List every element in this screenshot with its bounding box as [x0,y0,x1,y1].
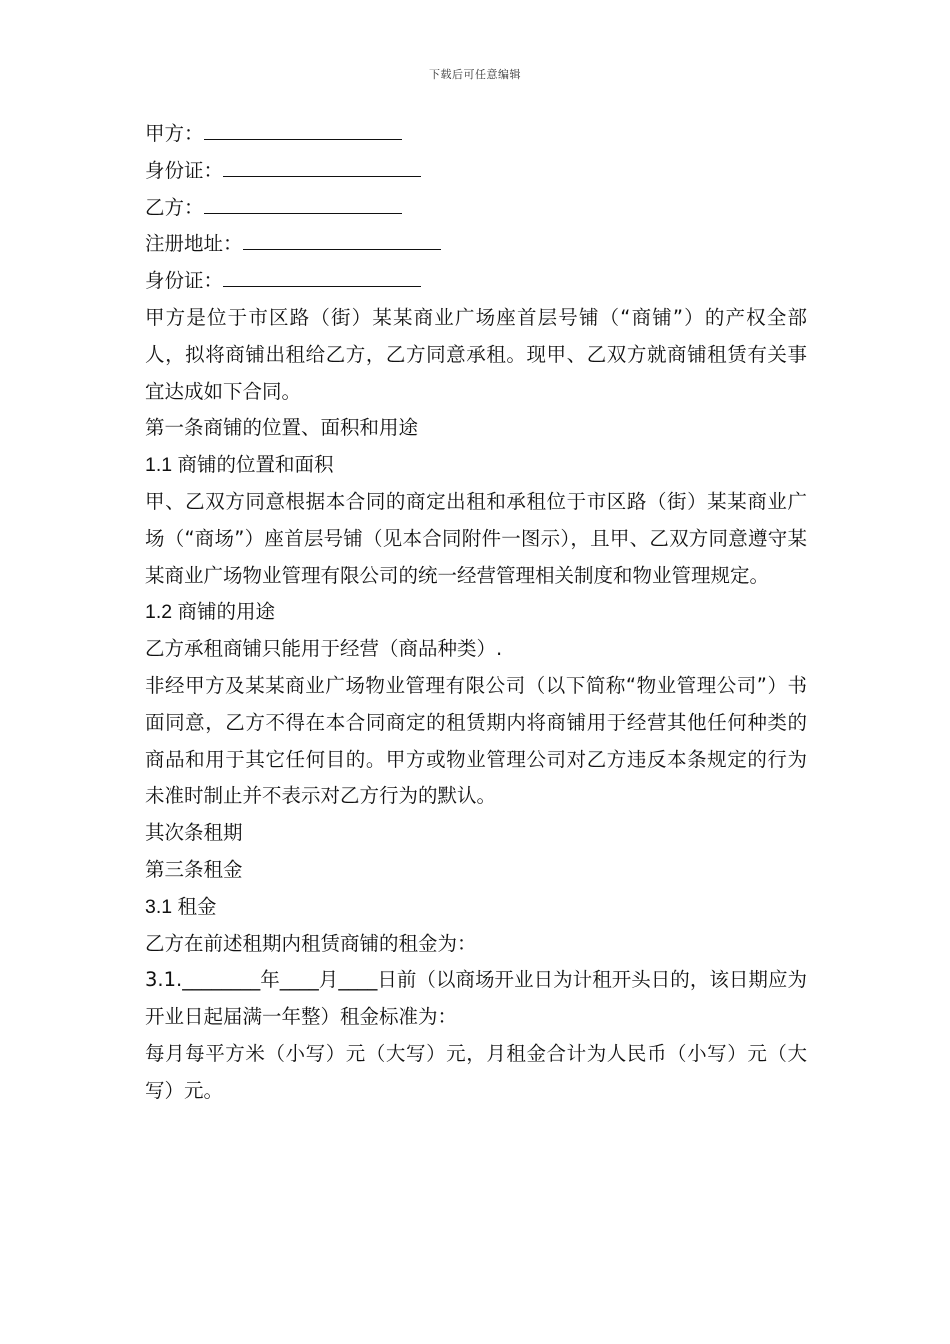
registered-address-field [145,226,807,263]
party-a-id-label: 身份证： [145,158,224,182]
party-a-label: 甲方： [145,122,204,145]
section-1-2-text-b: 非经甲方及某某商业广场物业管理有限公司（以下简称“物业管理公司”）书面同意，乙方不得在本合同商定的租赁期内将商铺用于经营其他任何种类的商品和用于其它任何目的。甲方或物业管理公司对乙方违反本条规定的行为未准时制止并不表示对乙方行为的默认。 [145,673,807,808]
party-b-field [145,190,807,227]
registered-address-label: 注册地址： [145,232,243,256]
header-note: 下载后可任意编辑 [429,68,521,81]
section-1-2-text-a: 乙方承租商铺只能用于经营（商品种类）. [145,637,503,661]
party-b-blank[interactable] [204,191,402,214]
section-3-1-1-text: 3.1.________年____月____日前（以商场开业日为计租开头日的，该日期应为开业日起届满一年整）租金标准为： [145,968,807,1029]
party-b-id-label: 身份证： [145,269,224,293]
article-2-title: 其次条租期 [145,821,243,845]
party-a-id-blank[interactable] [223,154,421,177]
party-b-id-blank[interactable] [223,264,421,287]
intro-paragraph: 甲方是位于市区路（街）某某商业广场座首层号铺（“商铺”）的产权全部人，拟将商铺出租给乙方，乙方同意承租。现甲、乙双方就商铺租赁有关事宜达成如下合同。 [145,305,807,403]
section-3-1-title: 3.1 租金 [145,895,217,918]
contract-body [145,116,807,1110]
party-b-label: 乙方： [145,195,204,219]
section-3-1-1-rate: 每月每平方米（小写）元（大写）元，月租金合计为人民币（小写）元（大写）元。 [145,1041,807,1102]
party-a-blank[interactable] [204,117,402,140]
article-1-title: 第一条商铺的位置、面积和用途 [145,416,419,440]
party-a-field [145,116,807,153]
party-b-id-field [145,263,807,300]
section-1-1-text: 甲、乙双方同意根据本合同的商定出租和承租位于市区路（街）某某商业广场（“商场”）座首层号铺（见本合同附件一图示），且甲、乙双方同意遵守某某商业广场物业管理有限公司的统一经营管理相关制度和物业管理规定。 [145,489,807,587]
article-3-title: 第三条租金 [145,857,243,881]
registered-address-blank[interactable] [243,227,441,250]
section-3-1-text: 乙方在前述租期内租赁商铺的租金为： [145,931,477,955]
section-1-1-title: 1.1 商铺的位置和面积 [145,454,334,477]
party-a-id-field [145,153,807,190]
section-1-2-title: 1.2 商铺的用途 [145,601,276,624]
